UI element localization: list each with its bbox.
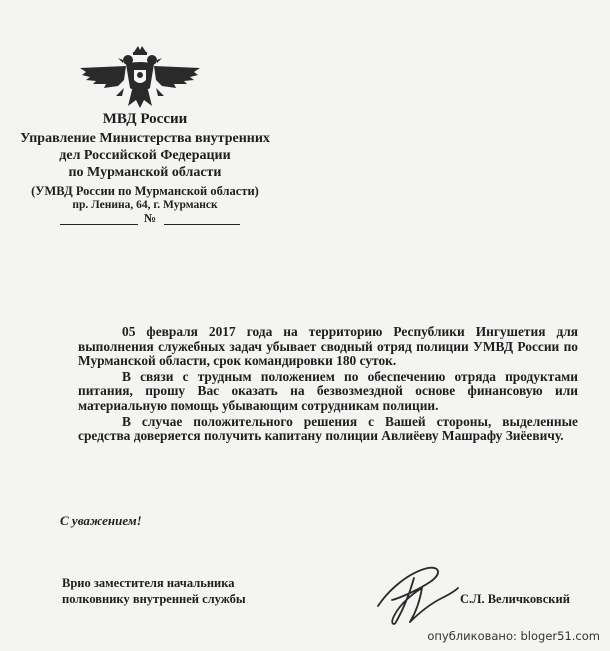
signer-position-line-2: полковнику внутренней службы [62,592,246,606]
publication-watermark: опубликовано: bloger51.com [427,629,600,643]
body-paragraph-1: 05 февраля 2017 года на территорию Республики Ингушетия для выполнения служебных задач убывает сводный отряд полиции УМВД России по Мурманской области, срок командировки 180 суток. [78,324,578,369]
number-blank-underline [164,224,240,225]
number-sign: № [144,211,157,225]
double-headed-eagle-emblem-icon [78,44,202,112]
department-abbreviation: (УМВД России по Мурманской области) [31,184,259,198]
signer-name: С.Л. Величковский [460,592,570,606]
department-line-2: дел Российской Федерации [59,148,231,163]
department-line-3: по Мурманской области [68,165,222,180]
signer-position [62,575,246,607]
letter-body [78,325,578,445]
department-address: пр. Ленина, 64, г. Мурманск [72,199,218,211]
signer-position-line-1: Врио заместителя начальника [62,576,235,590]
body-paragraph-3: В случае положительного решения с Вашей стороны, выделенные средства доверяется получить капитану полиции Авлиёеву Машрафу Зиёевичу. [78,413,578,444]
closing-regards: С уважением! [60,513,142,528]
handwritten-signature-icon [370,558,460,628]
date-blank-underline [60,224,138,225]
ministry-title: МВД России [102,111,188,127]
registration-number-line [60,211,250,229]
body-paragraph-2: В связи с трудным положением по обеспечению отряда продуктами питания, прошу Вас оказать на безвозмездной основе финансовую или материальную помощь убывающим сотрудникам полиции. [78,368,578,413]
department-line-1: Управление Министерства внутренних [20,131,270,146]
